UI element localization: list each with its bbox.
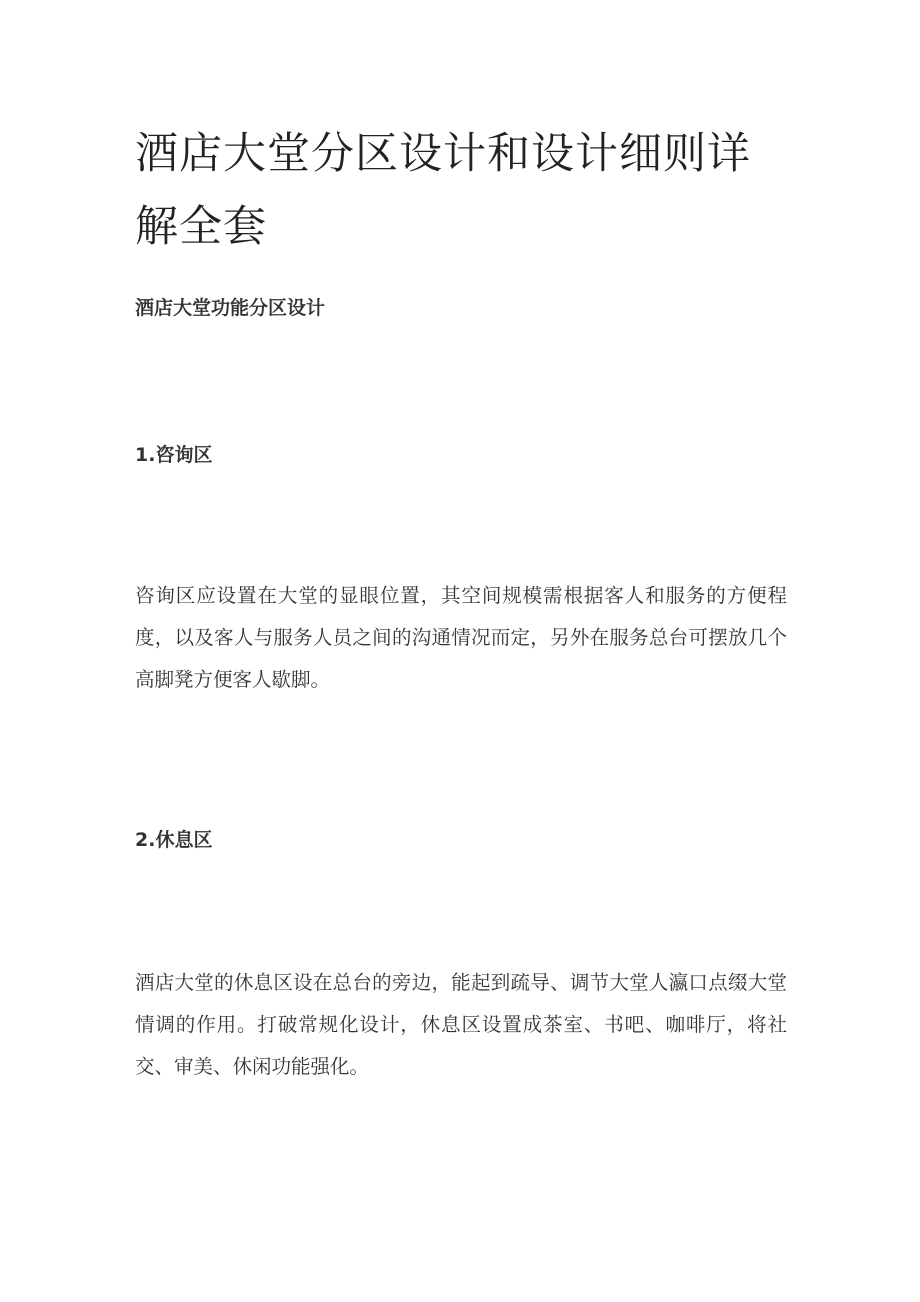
item-body-lounge: 酒店大堂的休息区设在总台的旁边，能起到疏导、调节大堂人瀛口点缀大堂情调的作用。打破常规化设计，休息区设置成茶室、书吧、咖啡厅，将社交、审美、休闲功能强化。 <box>135 971 787 1078</box>
item-body-consultation: 咨询区应设置在大堂的显眼位置，其空间规模需根据客人和服务的方便程度，以及客人与服务人员之间的沟通情况而定，另外在服务总台可摆放几个高脚凳方便客人歇脚。 <box>135 584 787 691</box>
item-heading-consultation: 1.咨询区 <box>135 444 213 466</box>
section-heading: 酒店大堂功能分区设计 <box>135 297 326 319</box>
document-title: 酒店大堂分区设计和设计细则详解全套 <box>135 129 751 252</box>
item-heading-lounge: 2.休息区 <box>135 829 213 851</box>
